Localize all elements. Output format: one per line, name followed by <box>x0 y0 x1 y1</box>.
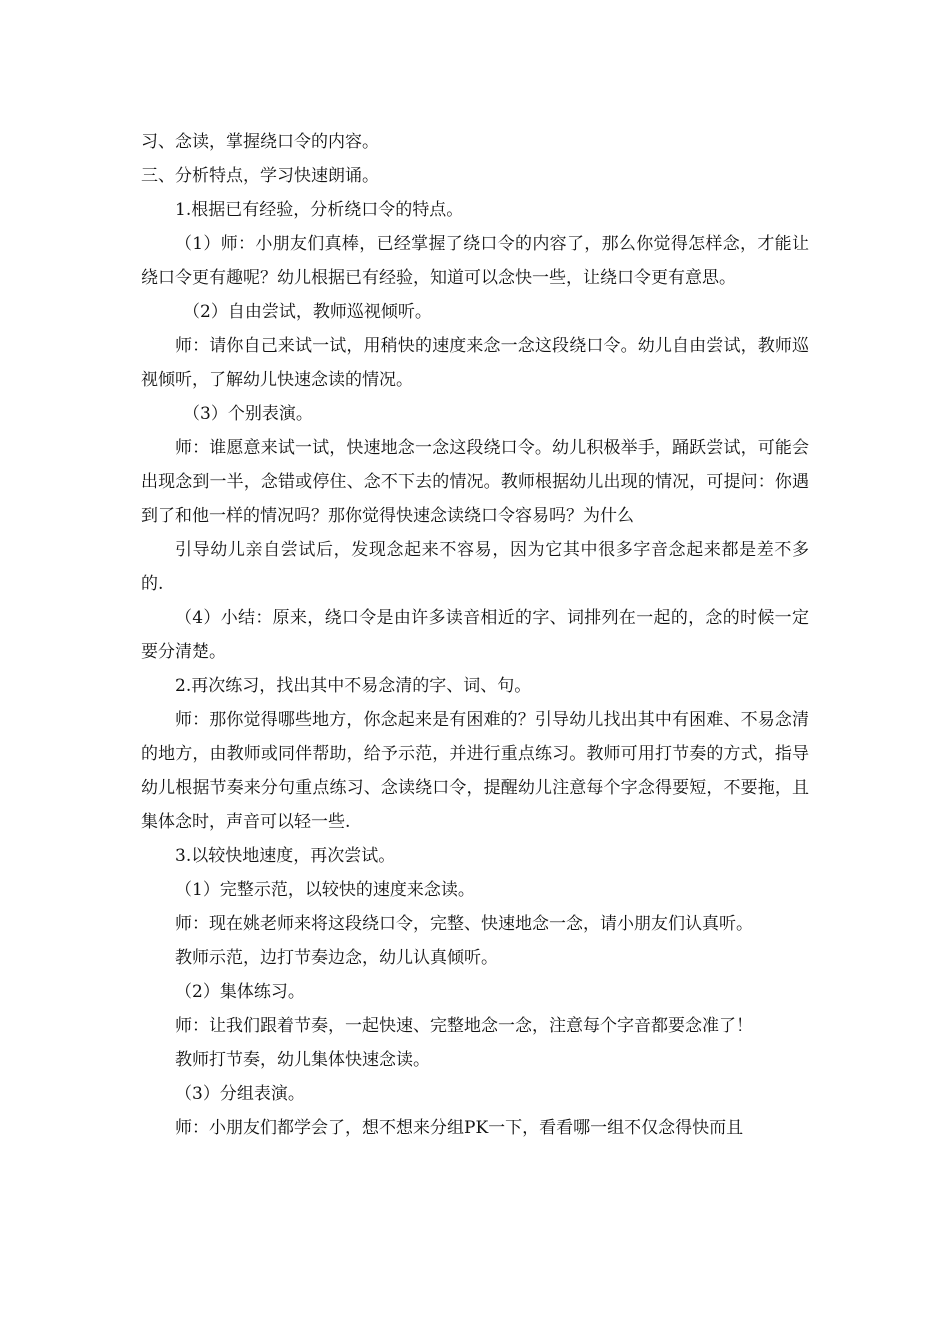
paragraph: 习、念读，掌握绕口令的内容。 <box>141 132 379 152</box>
paragraph: 教师打节奏，幼儿集体快速念读。 <box>175 1050 430 1070</box>
paragraph: 引导幼儿亲自尝试后，发现念起来不容易，因为它其中很多字音念起来都是差不多的. <box>141 540 809 594</box>
paragraph: 师：谁愿意来试一试，快速地念一念这段绕口令。幼儿积极举手，踊跃尝试，可能会出现念到一半，念错或停住、念不下去的情况。教师根据幼儿出现的情况，可提问：你遇到了和他一样的情况吗？那你觉得快速念读绕口令容易吗？为什么 <box>141 438 809 526</box>
paragraph: （1）完整示范，以较快的速度来念读。 <box>175 880 475 900</box>
paragraph: （2）自由尝试，教师巡视倾听。 <box>183 302 432 322</box>
subsection-heading: 2.再次练习，找出其中不易念清的字、词、句。 <box>175 676 532 696</box>
paragraph: （3）分组表演。 <box>175 1084 305 1104</box>
paragraph: 师：现在姚老师来将这段绕口令，完整、快速地念一念，请小朋友们认真听。 <box>175 914 753 934</box>
paragraph: 师：那你觉得哪些地方，你念起来是有困难的？引导幼儿找出其中有困难、不易念清的地方，由教师或同伴帮助，给予示范，并进行重点练习。教师可用打节奏的方式，指导幼儿根据节奏来分句重点练习、念读绕口令，提醒幼儿注意每个字念得要短，不要拖，且集体念时，声音可以轻一些. <box>141 710 809 832</box>
paragraph: （3）个别表演。 <box>183 404 313 424</box>
subsection-heading: 3.以较快地速度，再次尝试。 <box>175 846 396 866</box>
paragraph: 师：请你自己来试一试，用稍快的速度来念一念这段绕口令。幼儿自由尝试，教师巡视倾听，了解幼儿快速念读的情况。 <box>141 336 809 390</box>
paragraph: 师：小朋友们都学会了，想不想来分组PK一下，看看哪一组不仅念得快而且 <box>175 1118 744 1138</box>
paragraph: 教师示范，边打节奏边念，幼儿认真倾听。 <box>175 948 498 968</box>
subsection-heading: 1.根据已有经验，分析绕口令的特点。 <box>175 200 464 220</box>
paragraph: 师：让我们跟着节奏，一起快速、完整地念一念，注意每个字音都要念准了！ <box>175 1016 753 1036</box>
paragraph: （1）师：小朋友们真棒，已经掌握了绕口令的内容了，那么你觉得怎样念，才能让绕口令更有趣呢？幼儿根据已有经验，知道可以念快一些，让绕口令更有意思。 <box>141 234 809 288</box>
section-heading: 三、分析特点，学习快速朗诵。 <box>141 166 379 186</box>
paragraph: （4）小结：原来，绕口令是由许多读音相近的字、词排列在一起的，念的时候一定要分清楚。 <box>141 608 809 662</box>
document-body <box>141 125 809 1145</box>
paragraph: （2）集体练习。 <box>175 982 305 1002</box>
